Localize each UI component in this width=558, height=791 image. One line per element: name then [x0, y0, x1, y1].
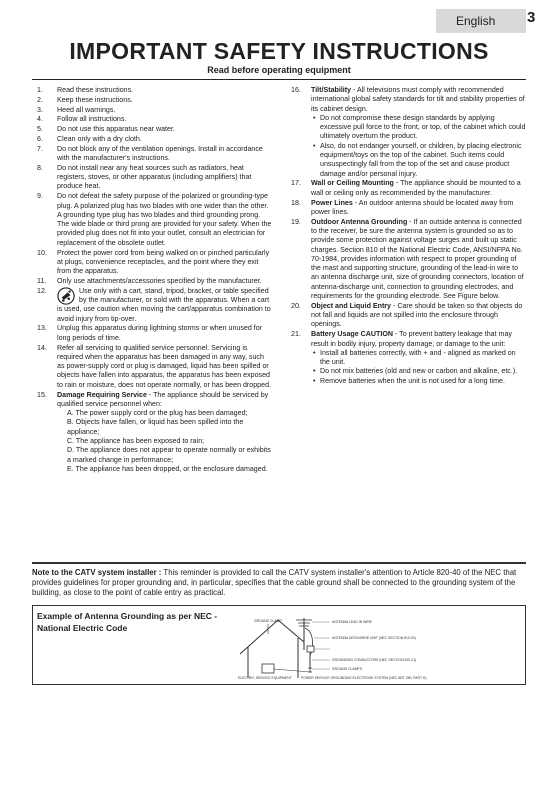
item-text: Heed all warnings.: [57, 105, 116, 114]
item-number: 14.: [37, 343, 47, 352]
item-title: Battery Usage CAUTION: [311, 330, 393, 339]
left-column: [32, 86, 272, 475]
cart-warning-icon: [57, 287, 75, 305]
item-text: Only use attachments/accessories specified by the manufacturer.: [57, 276, 262, 285]
item-text: Do not use this apparatus near water.: [57, 125, 175, 134]
example-title: Example of Antenna Grounding as per NEC - National Electric Code: [37, 611, 218, 633]
item-text: Keep these instructions.: [57, 95, 133, 104]
item-title: Damage Requiring Service: [57, 390, 147, 399]
label-ground-clamps: GROUND CLAMPS: [332, 667, 362, 671]
item-title: Outdoor Antenna Grounding: [311, 217, 408, 226]
language-tab: [436, 9, 526, 33]
right-column: [286, 86, 526, 387]
item-number: 21.: [291, 330, 301, 339]
sub-item: B. Objects have fallen, or liquid has been spilled into the appliance;: [67, 418, 244, 436]
bullet-item: • Do not mix batteries (old and new or carbon and alkaline, etc.).: [311, 367, 526, 376]
catv-note: [32, 568, 526, 598]
item-number: 19.: [291, 217, 301, 226]
item-text: - All televisions must comply with recommended international global safety standards for tilt and stability properties of its cabinet design.: [311, 86, 525, 113]
item-number: 13.: [37, 324, 47, 333]
item-number: 16.: [291, 86, 301, 94]
item-number: 7.: [37, 144, 43, 153]
item-number: 12.: [37, 286, 47, 295]
item-text: Protect the power cord from being walked on or pinched particularly at plugs, convenience receptacles, and the point where they exit from the apparatus.: [57, 248, 270, 276]
item-text: Do not defeat the safety purpose of the polarized or grounding-type plug. A polarized plug has two blades with one wider than the other. A grounding type plug has two blades and third grounding prong. The wide blade or third prong are provided for your safety. When the provided plug does not fit into your outlet, consult an electrician for replacement of the obsolete outlet.: [57, 192, 272, 247]
catv-label: Note to the CATV system installer :: [32, 568, 162, 577]
sub-item: A. The power supply cord or the plug has been damaged;: [67, 409, 248, 418]
label-leaders: [312, 622, 330, 669]
bullet-item: • Do not compromise these design standards by applying excessive pull force to the front, or top, of the cabinet which could ultimately overturn the product.: [311, 114, 526, 142]
item-text: - An outdoor antenna should be located away from power lines.: [311, 198, 514, 216]
sub-item: E. The appliance has been dropped, or the enclosure damaged.: [67, 464, 268, 473]
item-number: 17.: [291, 179, 301, 188]
item-text: - The appliance should be serviced by qualified service personnel when:: [57, 390, 269, 408]
sub-item: C. The appliance has been exposed to rain;: [67, 436, 205, 445]
language-label: English: [456, 14, 496, 28]
item-text: Refer all servicing to qualified service personnel. Servicing is required when the apparatus has been damaged in any way, such as power-supply cord or plug is damaged, liquid has been spilled or objects have fallen into apparatus, the apparatus has been exposed to rain or moisture, does not operate normally, or has been dropped.: [57, 343, 271, 389]
bullet-item: • Remove batteries when the unit is not used for a long time.: [311, 377, 526, 386]
item-text: - Care should be taken so that objects do not fall and liquids are not spilled into the enclosure through openings.: [311, 301, 523, 329]
item-text: Read these instructions.: [57, 86, 134, 94]
page-subtitle: Read before operating equipment: [32, 65, 526, 80]
catv-text: This reminder is provided to call the CATV system installer's attention to Article 820-40 of the NEC that provides guidelines for proper grounding and, in particular, specifies that the cable ground shall be connected to the grounding system of the building, as close to the point of cable entry as practical.: [32, 568, 517, 597]
bullet-item: • Install all batteries correctly, with + and - aligned as marked on the unit.: [311, 349, 526, 368]
sub-item: D. The appliance does not appear to operate normally or exhibits a marked change in performance;: [67, 446, 271, 464]
item-number: 15.: [37, 390, 47, 399]
item-number: 11.: [37, 276, 47, 285]
antenna-grounding-example: [32, 605, 526, 685]
item-text: - The appliance should be mounted to a wall or ceiling only as recommended by the manufacturer.: [311, 179, 521, 197]
item-number: 2.: [37, 95, 43, 104]
item-number: 5.: [37, 125, 43, 134]
item-number: 8.: [37, 163, 43, 172]
item-text: Do not install near any heat sources such as radiators, heat registers, stoves, or other apparatus (including amplifiers) that produce heat.: [57, 163, 252, 191]
item-text: Do not block any of the ventilation openings. Install in accordance with the manufacturer's instructions.: [57, 144, 263, 163]
service-equipment-box: [262, 664, 274, 673]
item-text: Follow all instructions.: [57, 115, 127, 124]
item-number: 20.: [291, 301, 301, 310]
item-title: Tilt/Stability: [311, 86, 352, 94]
item-number: 10.: [37, 248, 47, 257]
grounding-conductors: [308, 652, 312, 672]
label-lead-in: ANTENNA LEAD IN WIRE: [332, 620, 372, 624]
electrode-wire: [274, 669, 310, 672]
item-number: 6.: [37, 134, 43, 143]
item-text: Use only with a cart, stand, tripod, bracket, or table specified by the manufacturer, or sold with the apparatus. When a cart is used, use caution when moving the cart/apparatus combination to avoid injury from tip-over.: [57, 286, 271, 323]
item-text: Unplug this apparatus during lightning storms or when unused for long periods of time.: [57, 324, 263, 342]
item-number: 9.: [37, 192, 43, 201]
label-service-equipment: ELECTRIC SERVICE EQUIPMENT: [238, 676, 292, 680]
label-discharge-unit: ANTENNA DISCHARGE UNIT (NEC SECTION 810-20): [332, 636, 416, 640]
item-number: 1.: [37, 86, 43, 94]
section-divider: [32, 562, 526, 564]
item-text: - If an outside antenna is connected to the receiver, be sure the antenna system is grounded so as to provide some protection against voltage surges and built up static charges. Section 810 of the National Electric Code, ANSI/NFPA No. 70-1984, provides information with respect to proper grounding of the mast and supporting structure, grounding of the lead-in wire to an antenna discharge unit, size of grounding connectors, location of antenna-discharge unit, connection to grounding electrodes, and requirements for the grounding electrode. See Figure below.: [311, 217, 524, 301]
page-number: 3: [527, 9, 536, 26]
item-number: 18.: [291, 198, 301, 207]
item-text: - To prevent battery leakage that may result in bodily injury, property damage, or damage to the unit:: [311, 330, 512, 348]
antenna-grounding-diagram: [238, 616, 528, 680]
discharge-unit: [307, 646, 314, 652]
item-title: Power Lines: [311, 198, 353, 207]
item-text: Clean only with a dry cloth.: [57, 134, 142, 143]
page-title: IMPORTANT SAFETY INSTRUCTIONS: [69, 38, 489, 64]
item-title: Wall or Ceiling Mounting: [311, 179, 394, 188]
item-number: 3.: [37, 105, 43, 114]
house-roof: [240, 620, 304, 654]
label-ground-clamp: GROUND CLAMP: [254, 619, 282, 623]
item-number: 4.: [37, 115, 43, 124]
bullet-item: • Also, do not endanger yourself, or children, by placing electronic equipment/toys on the top of the cabinet. Such items could unsuspectingly fall from the top of the set and cause product damage and/or personal injury.: [311, 142, 526, 179]
label-grounding-electrode: POWER SERVICE GROUNDING ELECTRODE SYSTEM (NEC ART 250, PART H): [301, 676, 427, 680]
item-title: Object and Liquid Entry: [311, 301, 392, 310]
label-grounding-conductors: GROUNDING CONDUCTORS (NEC SECTION 810-21): [332, 658, 417, 662]
